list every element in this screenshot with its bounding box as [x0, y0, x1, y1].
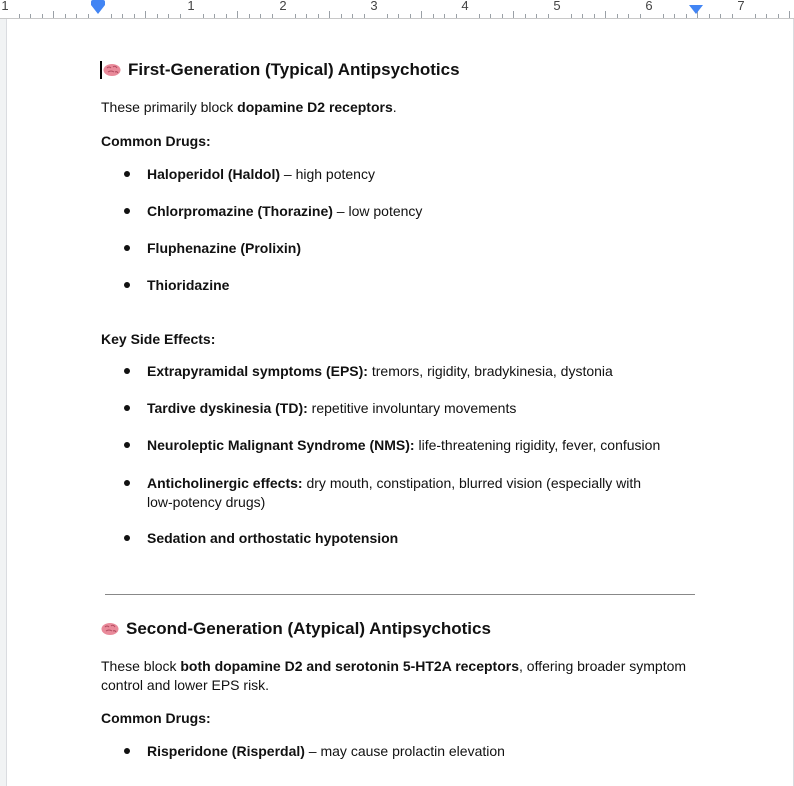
ruler-tick [732, 14, 733, 18]
list-item [147, 529, 687, 548]
ruler-tick [111, 14, 112, 18]
ruler-tick [88, 14, 89, 18]
ruler-tick [663, 14, 664, 18]
ruler-tick [778, 14, 779, 18]
section1-heading-text: First-Generation (Typical) Antipsychotics [128, 60, 460, 79]
ruler-number: 2 [279, 0, 287, 13]
list-item-bold: Extrapyramidal symptoms (EPS): [147, 363, 368, 379]
list-item [147, 742, 687, 761]
ruler-tick [76, 14, 77, 18]
ruler-tick [548, 14, 549, 18]
section1-intro [101, 98, 701, 117]
list-item-bold: Thioridazine [147, 277, 230, 293]
list-item-bold: Fluphenazine (Prolixin) [147, 240, 302, 256]
key-side-effects-label: Key Side Effects: [101, 331, 216, 347]
ruler-tick [479, 14, 480, 18]
ruler-tick [525, 14, 526, 18]
common-drugs-label: Common Drugs: [101, 133, 211, 149]
ruler-tick [260, 14, 261, 18]
ruler-tick [628, 14, 629, 18]
intro-end-text: , offering broader symptom control and lower EPS risk. [101, 658, 687, 693]
ruler-tick [456, 14, 457, 18]
ruler-number: 4 [461, 0, 469, 13]
list-item-bold: Anticholinergic effects: [147, 475, 303, 491]
ruler-tick [640, 14, 641, 18]
list-item-text: repetitive involuntary movements [307, 400, 517, 416]
list-item-bold: Sedation and orthostatic hypotension [147, 530, 399, 546]
list-item [147, 362, 687, 381]
ruler-tick [249, 14, 250, 18]
horizontal-ruler[interactable] [0, 0, 794, 19]
ruler-tick [789, 11, 790, 18]
ruler-tick [53, 11, 54, 18]
common-drugs-label: Common Drugs: [101, 710, 211, 726]
ruler-tick [766, 14, 767, 18]
list-item-text: tremors, rigidity, bradykinesia, dystonia [367, 363, 613, 379]
ruler-tick [410, 14, 411, 18]
ruler-tick [444, 14, 445, 18]
ruler-tick [398, 14, 399, 18]
ruler-tick [295, 14, 296, 18]
section2-intro [101, 657, 701, 695]
ruler-tick [19, 14, 20, 18]
ruler-tick [387, 14, 388, 18]
list-item-text: – may cause prolactin elevation [304, 743, 505, 759]
list-item [147, 239, 687, 258]
ruler-tick [536, 14, 537, 18]
ruler-tick [329, 11, 330, 18]
list-item [147, 165, 687, 184]
ruler-tick [582, 14, 583, 18]
list-item-text: – high potency [280, 166, 375, 182]
ruler-number: 7 [737, 0, 745, 13]
intro-bold-text: dopamine D2 receptors [237, 99, 393, 115]
ruler-number: 5 [553, 0, 561, 13]
list-item [147, 276, 687, 295]
ruler-tick [720, 14, 721, 18]
list-item-bold: Haloperidol (Haldol) [147, 166, 280, 182]
list-item [147, 436, 687, 455]
text-cursor [100, 61, 102, 79]
ruler-tick [490, 14, 491, 18]
ruler-tick [42, 14, 43, 18]
ruler-tick [157, 14, 158, 18]
ruler-number: 6 [645, 0, 653, 13]
ruler-tick [237, 11, 238, 18]
ruler-tick [502, 14, 503, 18]
ruler-tick [709, 14, 710, 18]
ruler-tick [30, 14, 31, 18]
list-item-text: – low potency [332, 203, 423, 219]
ruler-tick [318, 14, 319, 18]
ruler-tick [203, 14, 204, 18]
list-item [147, 399, 687, 418]
ruler-tick [65, 14, 66, 18]
ruler-tick [122, 14, 123, 18]
list-item-bold: Tardive dyskinesia (TD): [147, 400, 308, 416]
ruler-tick [226, 14, 227, 18]
ruler-tick [168, 14, 169, 18]
ruler-tick [605, 11, 606, 18]
ruler-number: 3 [370, 0, 378, 13]
ruler-tick [617, 14, 618, 18]
ruler-tick [364, 14, 365, 18]
ruler-tick [674, 14, 675, 18]
ruler-tick [145, 11, 146, 18]
ruler-tick [513, 11, 514, 18]
left-indent-marker[interactable] [91, 5, 105, 14]
ruler-tick [134, 14, 135, 18]
section1-heading [100, 60, 460, 80]
list-item-bold: Risperidone (Risperdal) [147, 743, 305, 759]
list-item [147, 202, 687, 221]
list-item-bold: Neuroleptic Malignant Syndrome (NMS): [147, 437, 415, 453]
intro-end-text: . [392, 99, 397, 115]
section2-heading [101, 619, 491, 639]
brain-icon [101, 622, 119, 636]
ruler-tick [571, 14, 572, 18]
intro-text: These primarily block [101, 99, 238, 115]
ruler-tick [272, 14, 273, 18]
ruler-number: 1 [1, 0, 9, 13]
ruler-tick [421, 11, 422, 18]
document-page[interactable] [6, 19, 794, 786]
list-item [147, 474, 657, 512]
horizontal-divider [105, 594, 695, 595]
ruler-tick [594, 14, 595, 18]
intro-bold-text: both dopamine D2 and serotonin 5-HT2A receptors [180, 658, 520, 674]
section2-heading-text: Second-Generation (Atypical) Antipsychotics [126, 619, 491, 638]
ruler-tick [214, 14, 215, 18]
ruler-tick [341, 14, 342, 18]
ruler-tick [755, 14, 756, 18]
ruler-tick [352, 14, 353, 18]
intro-text: These block [101, 658, 181, 674]
list-item-text: life-threatening rigidity, fever, confusion [414, 437, 661, 453]
ruler-tick [180, 14, 181, 18]
list-item-text: dry mouth, constipation, blurred vision (especially with low-potency drugs) [147, 475, 642, 510]
ruler-tick [306, 14, 307, 18]
ruler-tick [686, 14, 687, 18]
brain-icon [103, 63, 121, 77]
ruler-tick [433, 14, 434, 18]
ruler-number: 1 [187, 0, 195, 13]
list-item-bold: Chlorpromazine (Thorazine) [147, 203, 333, 219]
right-indent-marker[interactable] [689, 5, 703, 14]
